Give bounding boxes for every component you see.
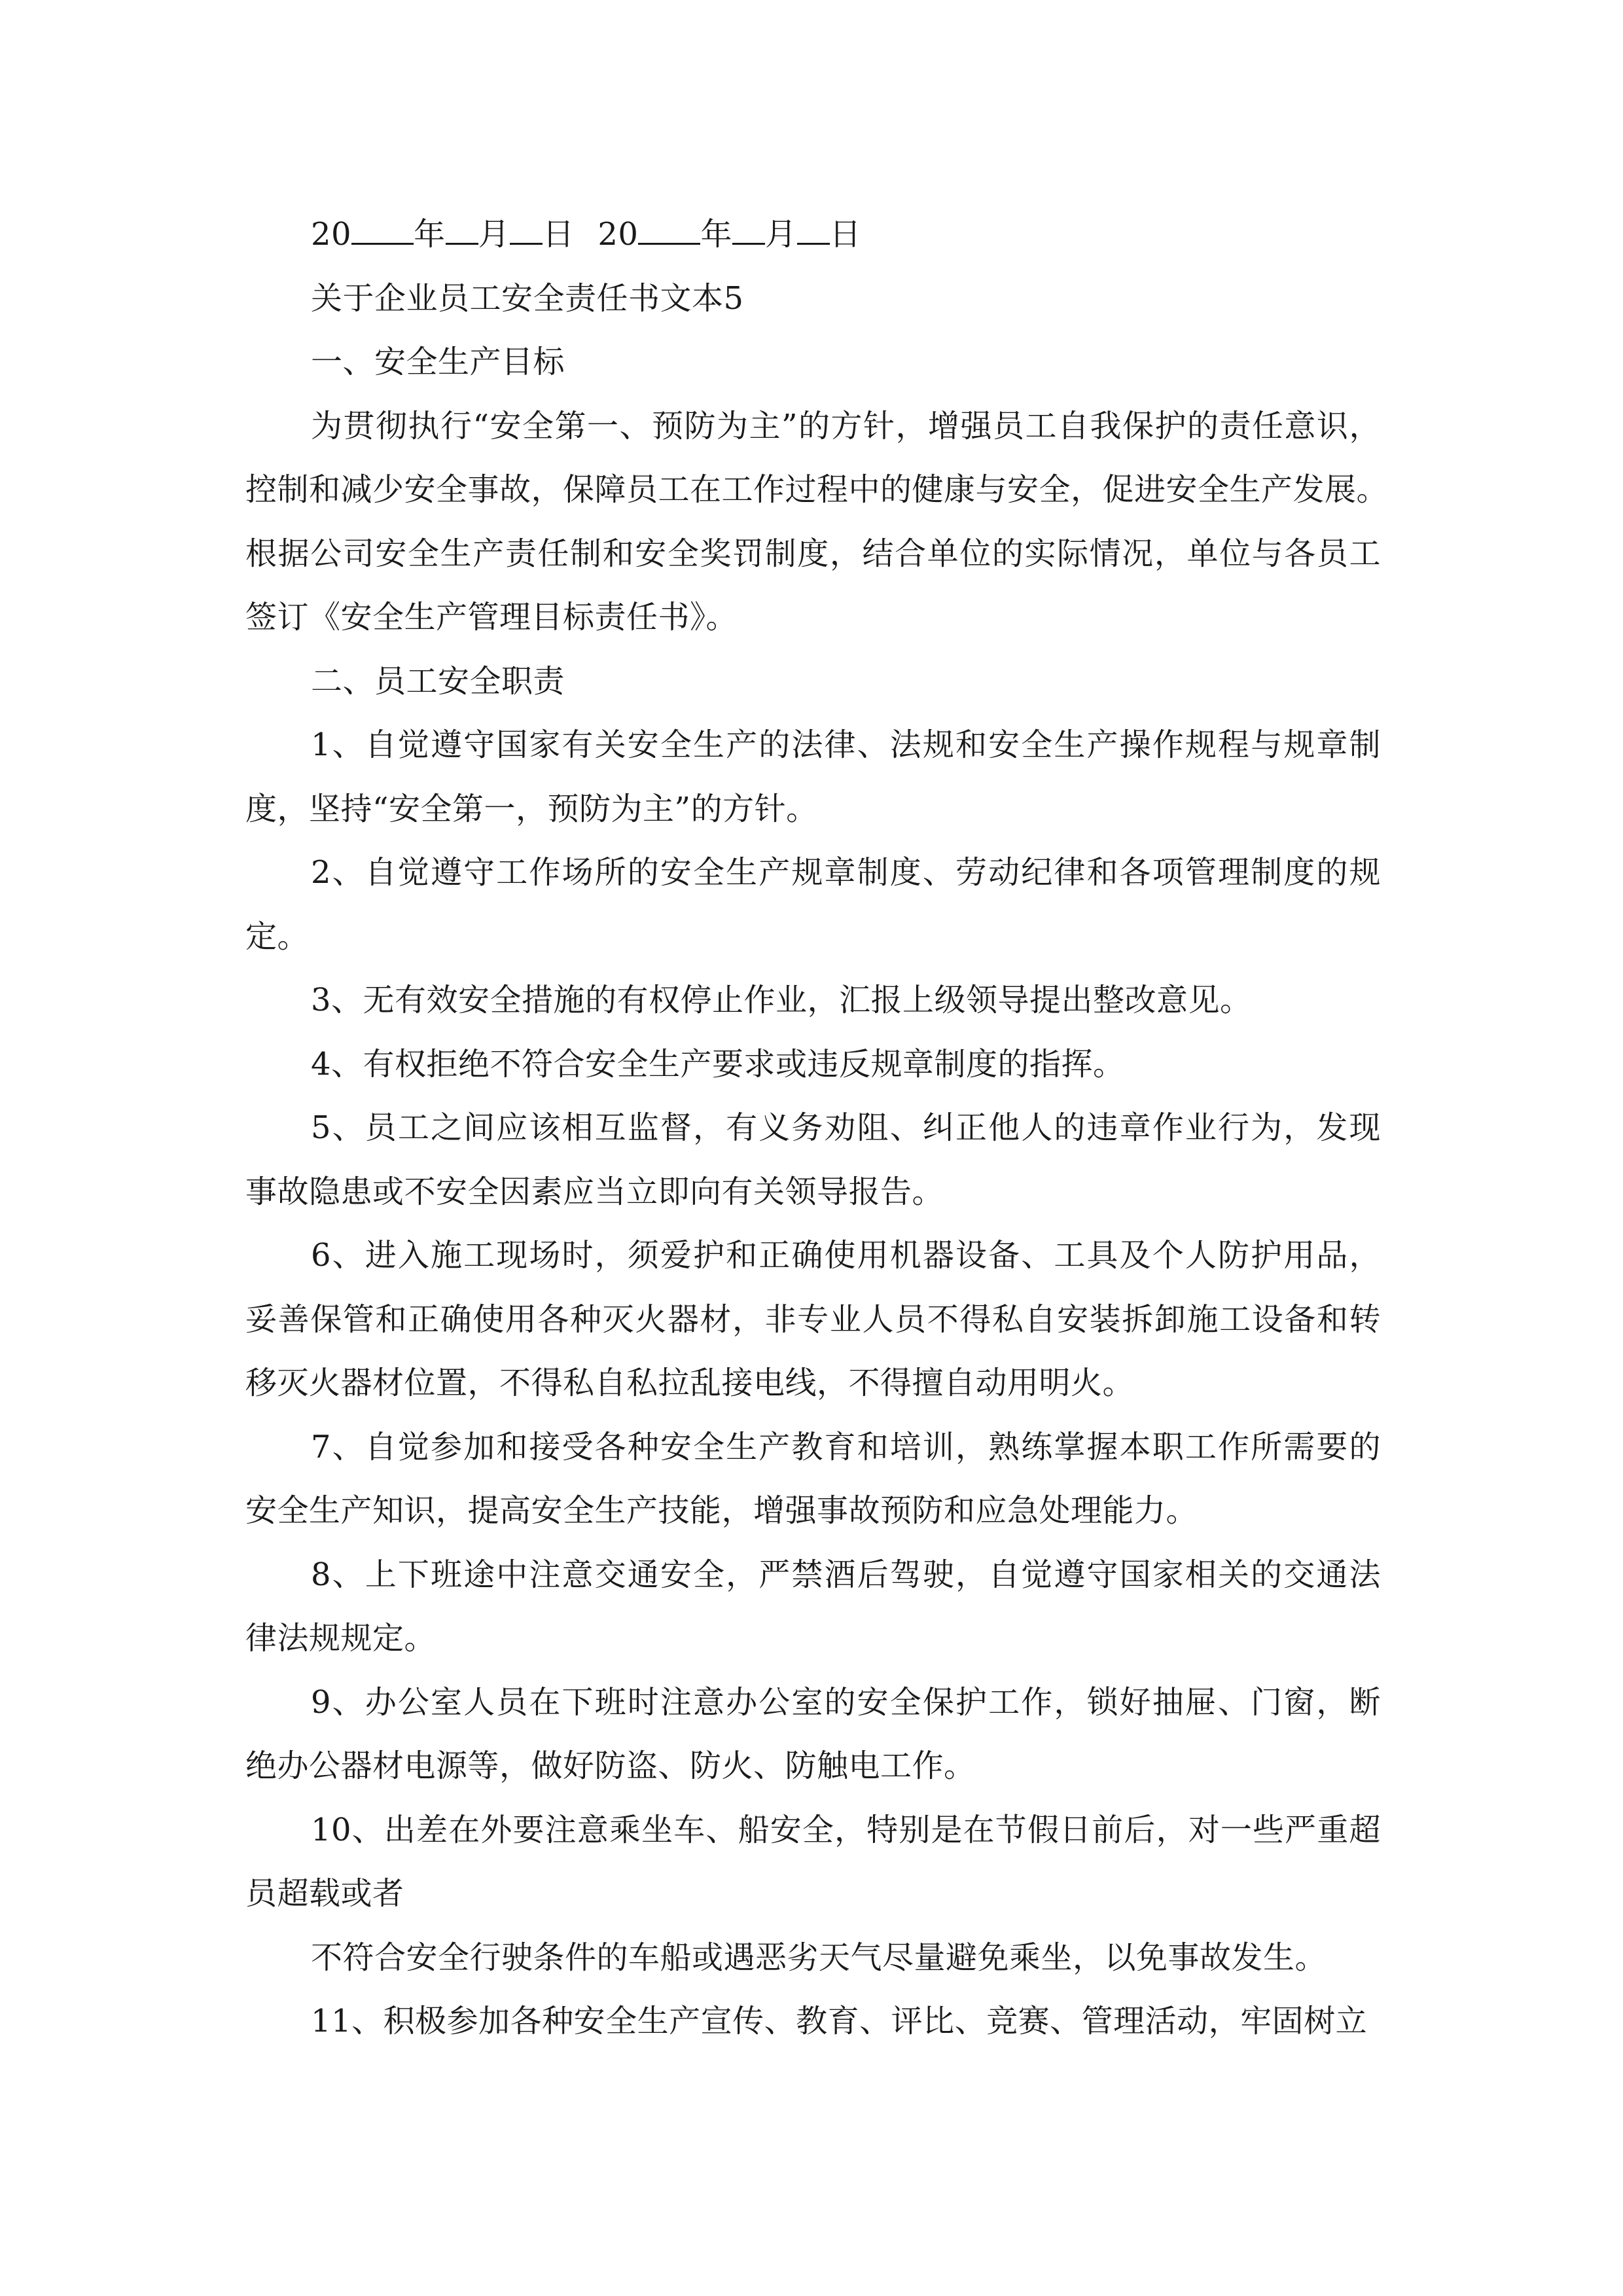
year-char-1: 年 [414,216,446,253]
signature-date-line [245,203,1381,267]
paragraph-row: 签订《安全生产管理目标责任书》。 [245,599,738,636]
duty-item-row: 1、自觉遵守国家有关安全生产的法律、法规和安全生产操作规程与规章制 [311,726,1381,763]
duty-item [245,1416,1381,1543]
duty-item-row: 事故隐患或不安全因素应当立即向有关领导报告。 [245,1173,944,1210]
duty-item [245,713,1381,841]
duty-item [245,841,1381,969]
duty-item-row: 律法规规定。 [245,1620,437,1657]
paragraph-row: 为贯彻执行“安全第一、预防为主”的方针，增强员工自我保护的责任意识， [311,407,1381,444]
day-char-1: 日 [543,216,575,253]
day-char-2: 日 [829,216,862,253]
duty-item-row: 6、进入施工现场时，须爱护和正确使用机器设备、工具及个人防护用品， [311,1237,1381,1274]
year-prefix-2: 20 [597,216,639,253]
section-heading-2: 二、员工安全职责 [311,662,565,700]
month-blank-1 [446,239,478,245]
section1-paragraph [245,395,1389,650]
duty-item-row: 不符合安全行驶条件的车船或遇恶劣天气尽量避免乘坐，以免事故发生。 [311,1939,1327,1976]
duty-item-row: 3、无有效安全措施的有权停止作业，汇报上级领导提出整改意见。 [311,982,1252,1018]
duty-item [245,969,1381,1033]
paragraph-row: 控制和减少安全事故，保障员工在工作过程中的健康与安全，促进安全生产发展。 [245,471,1389,508]
duty-item-row: 7、自觉参加和接受各种安全生产教育和培训，熟练掌握本职工作所需要的 [311,1428,1381,1465]
document-body [245,203,1389,2054]
duty-item [245,1990,1381,2054]
section-heading-1: 一、安全生产目标 [311,344,565,380]
document-title: 关于企业员工安全责任书文本5 [311,279,744,317]
duty-item [245,1799,1381,1926]
duty-item-row: 绝办公器材电源等，做好防盗、防火、防触电工作。 [245,1748,976,1784]
duty-item [245,1671,1381,1799]
duty-item-row: 4、有权拒绝不符合安全生产要求或违反规章制度的指挥。 [311,1045,1125,1083]
duty-item-row: 5、员工之间应该相互监督，有义务劝阻、纠正他人的违章作业行为，发现 [311,1109,1381,1146]
month-char-2: 月 [764,216,797,253]
duty-item-row: 10、出差在外要注意乘坐车、船安全，特别是在节假日前后，对一些严重超 [311,1811,1381,1848]
duty-item-row: 9、办公室人员在下班时注意办公室的安全保护工作，锁好抽屉、门窗，断 [311,1683,1381,1721]
duty-item-row: 11、积极参加各种安全生产宣传、教育、评比、竞赛、管理活动，牢固树立 [311,2003,1368,2039]
duty-item-row: 度，坚持“安全第一，预防为主”的方针。 [245,790,818,827]
duty-list [245,713,1381,2054]
duty-item [245,1543,1381,1671]
duty-item [245,1096,1381,1224]
duty-item-row: 员超载或者 [245,1875,404,1912]
day-blank-1 [510,239,543,245]
day-blank-2 [797,239,830,245]
duty-item [245,1926,1381,1990]
duty-item [245,1224,1381,1416]
year-blank-2 [638,239,700,245]
year-prefix-1: 20 [311,216,352,253]
duty-item-row: 安全生产知识，提高安全生产技能，增强事故预防和应急处理能力。 [245,1492,1198,1529]
duty-item [245,1033,1381,1097]
duty-item-row: 8、上下班途中注意交通安全，严禁酒后驾驶，自觉遵守国家相关的交通法 [311,1556,1381,1593]
duty-item-row: 移灭火器材位置，不得私自私拉乱接电线，不得擅自动用明火。 [245,1365,1135,1401]
duty-item-row: 定。 [245,918,310,955]
year-char-2: 年 [700,216,732,253]
month-char-1: 月 [478,216,510,253]
paragraph-row: 根据公司安全生产责任制和安全奖罚制度，结合单位的实际情况，单位与各员工 [245,535,1381,572]
duty-item-row: 妥善保管和正确使用各种灭火器材，非专业人员不得私自安装拆卸施工设备和转 [245,1300,1381,1338]
duty-item-row: 2、自觉遵守工作场所的安全生产规章制度、劳动纪律和各项管理制度的规 [311,854,1381,891]
month-blank-2 [732,239,765,245]
year-blank-1 [351,239,414,245]
